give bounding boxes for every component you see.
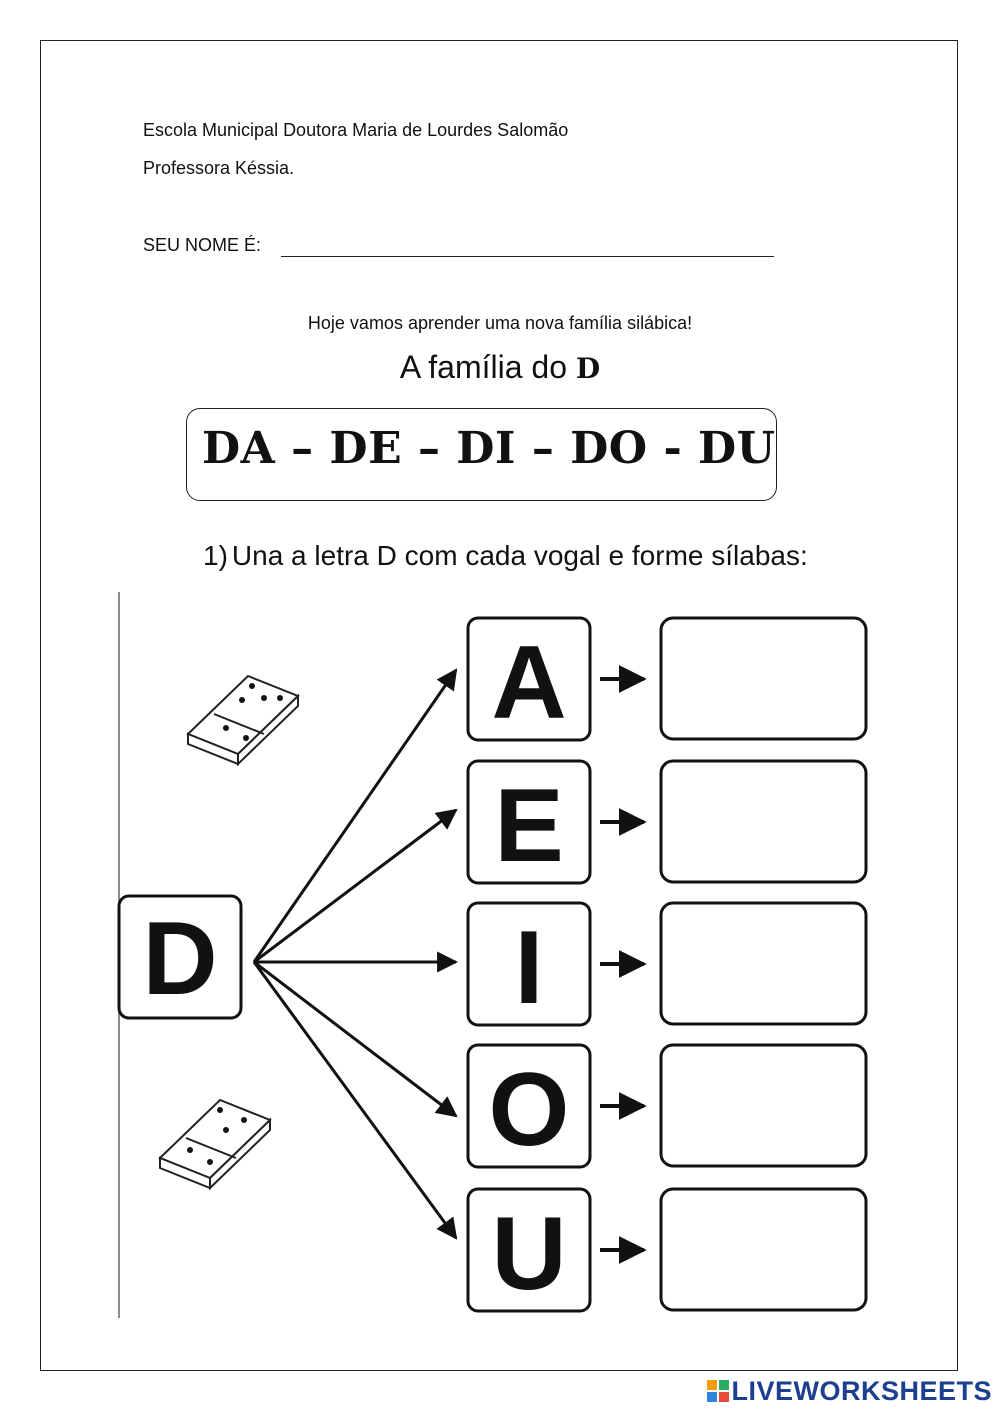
exercise-text: Una a letra D com cada vogal e forme sílabas: — [231, 540, 808, 571]
liveworksheets-logo-icon — [707, 1380, 729, 1402]
domino-icon — [188, 676, 298, 764]
vowel-letter: E — [494, 768, 564, 884]
fan-arrow — [254, 810, 456, 962]
vowel-letter: U — [491, 1196, 567, 1312]
family-title-letter: D — [575, 352, 601, 385]
fan-arrow — [254, 962, 456, 1116]
name-label: SEU NOME É: — [143, 235, 262, 255]
domino-icon — [160, 1100, 270, 1188]
name-line[interactable] — [281, 256, 774, 257]
vowel-letter: I — [514, 910, 544, 1026]
exercise-instruction — [203, 540, 808, 572]
consonant-letter: D — [142, 901, 218, 1017]
family-title-prefix: A família do — [399, 349, 576, 385]
answer-input-do[interactable] — [664, 1047, 868, 1165]
answer-input-da[interactable] — [664, 620, 868, 738]
intro-text: Hoje vamos aprender uma nova família silábica! — [307, 313, 693, 333]
answer-input-di[interactable] — [664, 905, 868, 1023]
exercise-number: 1) — [203, 540, 228, 571]
vowel-letter: O — [488, 1052, 570, 1168]
syllable-list: DA – DE – DI – DO - DU — [202, 423, 776, 474]
family-title — [0, 349, 1000, 386]
vowel-letter: A — [491, 625, 567, 741]
school-name: Escola Municipal Doutora Maria de Lourdes Salomão — [143, 120, 569, 140]
fan-arrow — [254, 962, 456, 1238]
teacher-name: Professora Késsia. — [143, 158, 295, 178]
liveworksheets-watermark — [707, 1376, 992, 1407]
answer-input-de[interactable] — [664, 763, 868, 881]
watermark-text: LIVEWORKSHEETS — [731, 1376, 992, 1406]
answer-input-du[interactable] — [664, 1191, 868, 1309]
